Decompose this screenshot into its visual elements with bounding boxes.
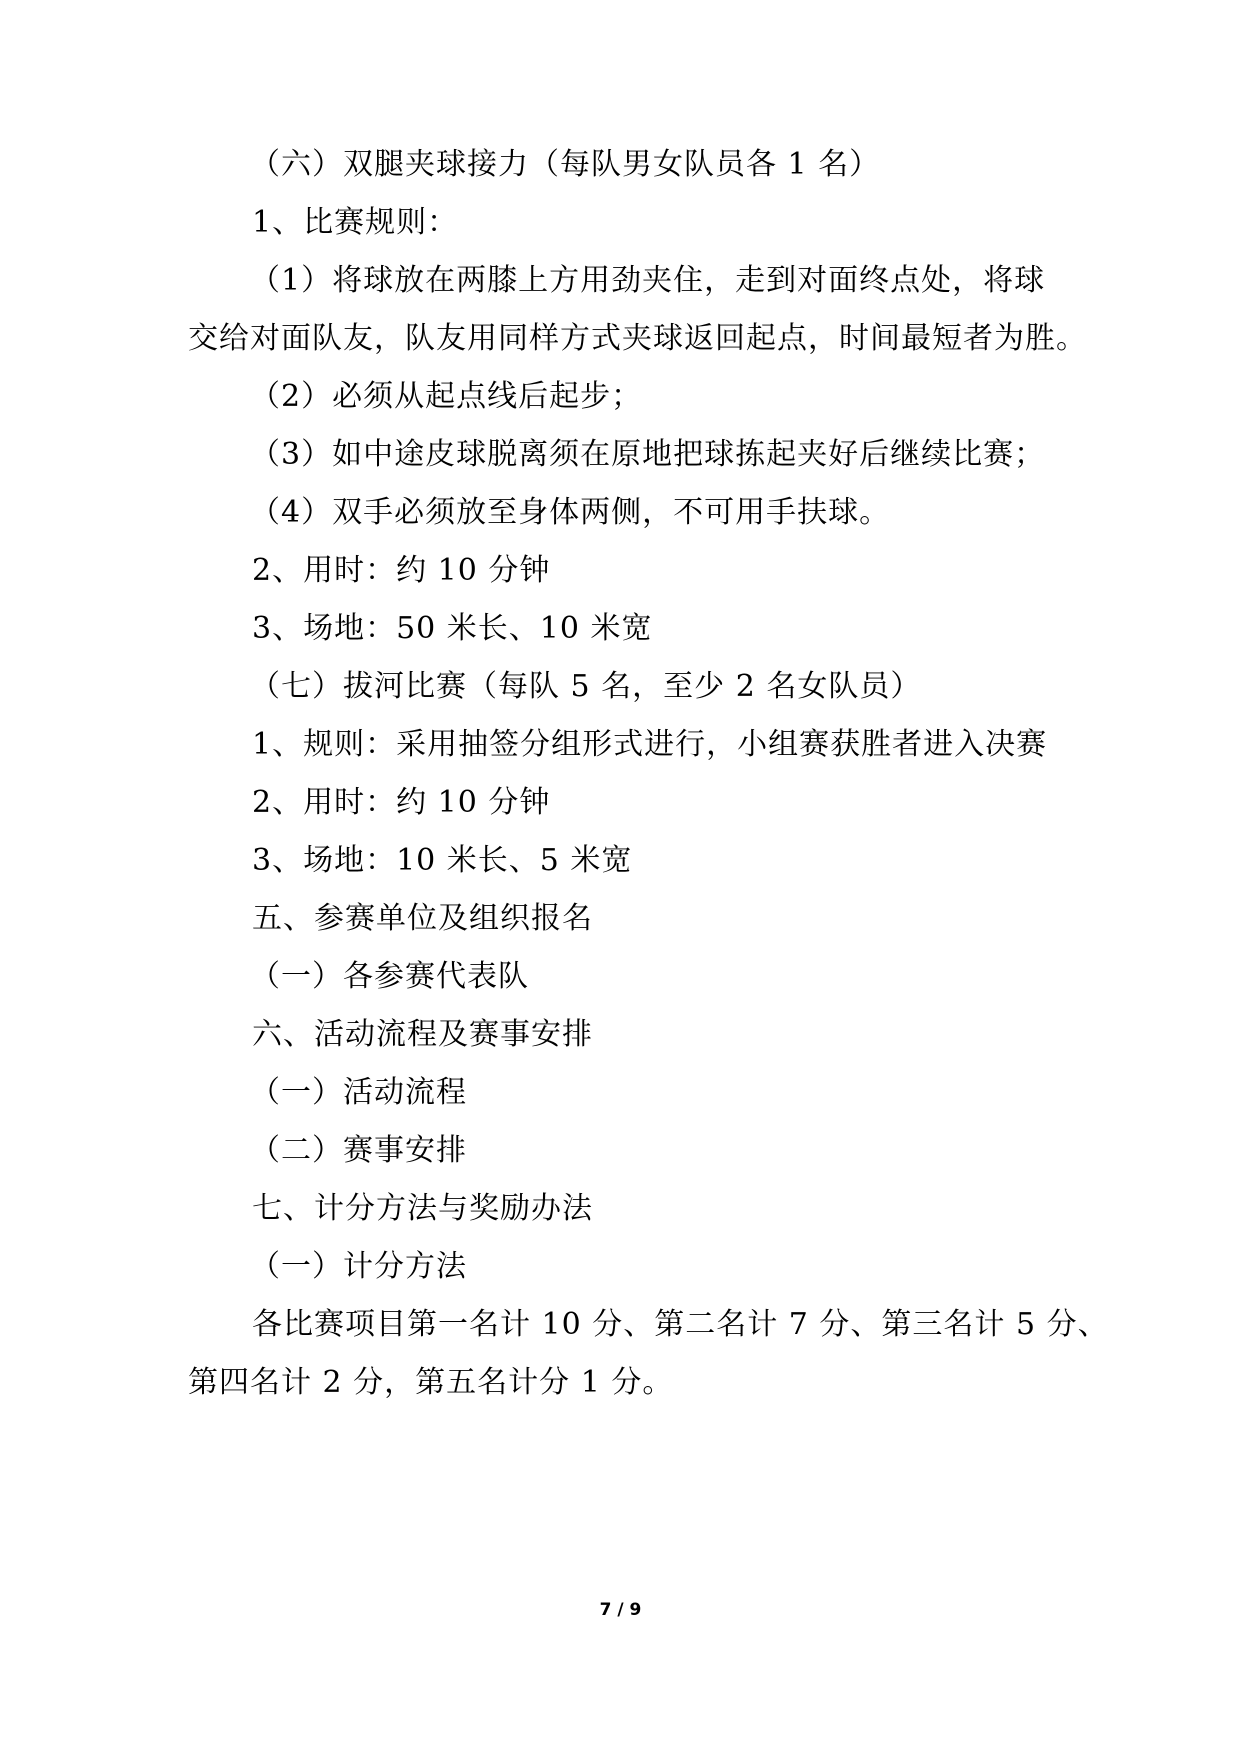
section-heading-scoring: 七、计分方法与奖励办法 bbox=[252, 1191, 593, 1226]
scoring-paragraph-continued: 第四名计 2 分，第五名计分 1 分。 bbox=[188, 1365, 674, 1400]
rule-item-4: （4）双手必须放至身体两侧，不可用手扶球。 bbox=[250, 495, 891, 530]
section-heading-tug-of-war: （七）拔河比赛（每队 5 名，至少 2 名女队员） bbox=[250, 669, 922, 704]
section-heading-relay: （六）双腿夹球接力（每队男女队员各 1 名） bbox=[250, 147, 881, 182]
subsection-teams: （一）各参赛代表队 bbox=[250, 959, 529, 994]
rules-heading: 1、比赛规则： bbox=[252, 205, 459, 240]
rule-item-3: （3）如中途皮球脱离须在原地把球拣起夹好后继续比赛； bbox=[250, 437, 1046, 472]
scoring-paragraph: 各比赛项目第一名计 10 分、第二名计 7 分、第三名计 5 分、 bbox=[252, 1307, 1109, 1342]
section-heading-participants: 五、参赛单位及组织报名 bbox=[252, 901, 593, 936]
subsection-schedule: （二）赛事安排 bbox=[250, 1133, 467, 1168]
rule-item-1-continued: 交给对面队友，队友用同样方式夹球返回起点，时间最短者为胜。 bbox=[188, 321, 1087, 356]
tug-venue: 3、场地：10 米长、5 米宽 bbox=[252, 843, 633, 878]
page-number: 7 / 9 bbox=[599, 1600, 642, 1620]
relay-duration: 2、用时：约 10 分钟 bbox=[252, 553, 551, 588]
subsection-scoring-method: （一）计分方法 bbox=[250, 1249, 467, 1284]
rule-item-2: （2）必须从起点线后起步； bbox=[250, 379, 643, 414]
relay-venue: 3、场地：50 米长、10 米宽 bbox=[252, 611, 653, 646]
tug-duration: 2、用时：约 10 分钟 bbox=[252, 785, 551, 820]
tug-rules: 1、规则：采用抽签分组形式进行，小组赛获胜者进入决赛 bbox=[252, 727, 1048, 762]
section-heading-process: 六、活动流程及赛事安排 bbox=[252, 1017, 593, 1052]
subsection-activity-flow: （一）活动流程 bbox=[250, 1075, 467, 1110]
rule-item-1: （1）将球放在两膝上方用劲夹住，走到对面终点处，将球 bbox=[250, 263, 1046, 298]
